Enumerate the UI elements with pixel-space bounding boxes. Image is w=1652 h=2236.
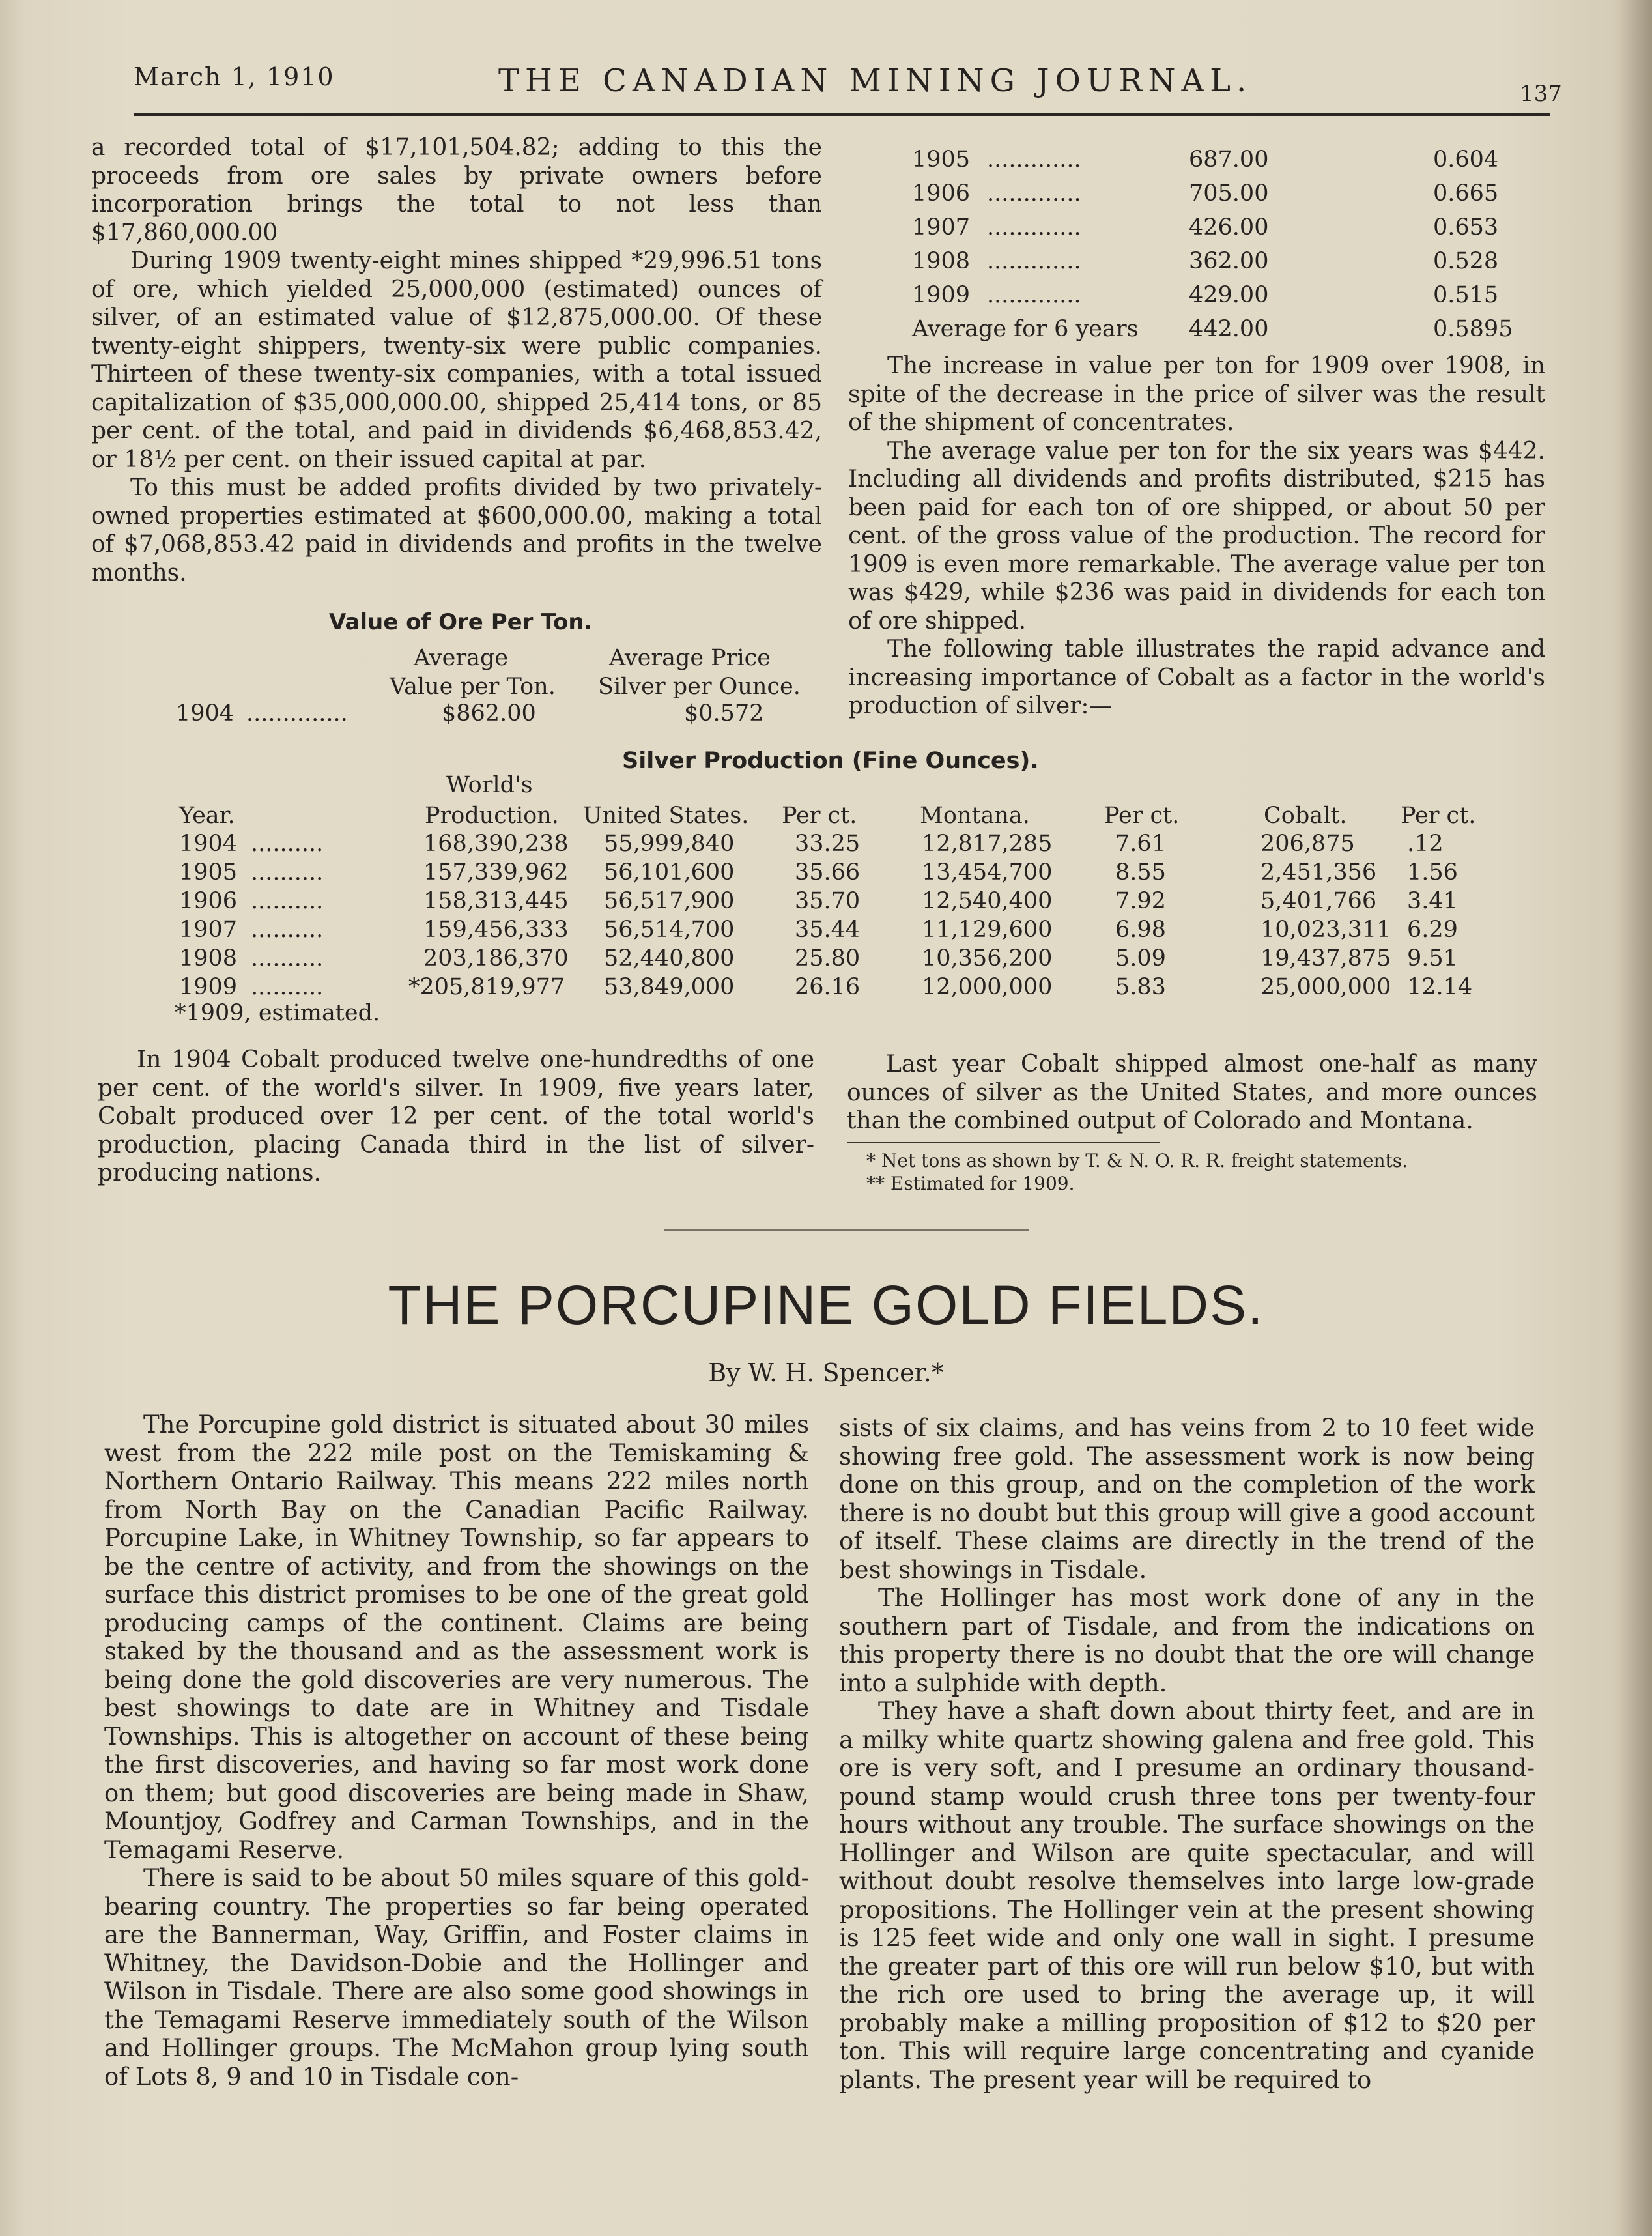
paragraph: The increase in value per ton for 1909 over 1908, in spite of the decrease in the price of silver was the result of the shipment of concentrates. — [848, 352, 1545, 436]
paragraph: The average value per ton for the six years was $442. Including all dividends and profits distributed, $215 has been paid for each ton of ore shipped, or about 50 per cent. of the gross value of the production. The record for 1909 is even more remarkable. The average value per ton was $429, while $236 was paid in dividends for each ton of ore shipped. — [848, 437, 1545, 635]
ore-table-row — [896, 282, 1547, 316]
cell-montana: 10,356,200 — [922, 945, 1053, 971]
cell-pct3: 1.56 — [1407, 859, 1458, 885]
paragraph: Last year Cobalt shipped almost one-half as many ounces of silver as the United States, and more ounces than the combined output of Colorado and Montana. — [847, 1051, 1537, 1134]
paragraph: During 1909 twenty-eight mines shipped *29,996.51 tons of ore, which yielded 25,000,000 (estimated) ounces of silver, of an estimated value of $12,875,000.00. Of these twenty-eight shippers, twenty-six were public companies. Thirteen of these twenty-six companies, with a total issued capitalization of $35,000,000.00, shipped 25,414 tons, or 85 per cent. of the total, and paid in dividends $6,468,853.42, or 18½ per cent. on their issued capital at par. — [91, 248, 822, 473]
cell-pct1: 33.25 — [795, 831, 861, 857]
header-year: Year. — [179, 803, 235, 829]
cell-us: 55,999,840 — [604, 831, 735, 857]
cell-montana: 12,000,000 — [922, 974, 1053, 1000]
ore-row-value: 429.00 — [1189, 282, 1269, 308]
leader-dots: .......... — [251, 945, 324, 971]
cell-pct3: 12.14 — [1407, 974, 1473, 1000]
cobalt-summary-right — [847, 1050, 1537, 1136]
cell-montana: 12,540,400 — [922, 888, 1053, 914]
ore-row-value: $862.00 — [442, 700, 536, 726]
ore-row-year: 1906 — [912, 180, 971, 207]
header-pct2: Per ct. — [1104, 803, 1180, 829]
binding-shadow — [1619, 0, 1652, 2236]
cell-year: 1908 — [179, 945, 238, 971]
cell-pct3: 9.51 — [1407, 945, 1458, 971]
cell-world: 203,186,370 — [423, 945, 569, 971]
cell-pct1: 26.16 — [795, 974, 861, 1000]
header-rule — [134, 113, 1550, 116]
cell-cobalt: 25,000,000 — [1260, 974, 1391, 1000]
header-world: Production. — [425, 803, 559, 829]
cell-world: 168,390,238 — [423, 831, 569, 857]
paragraph: There is said to be about 50 miles square of this gold-bearing country. The properties so far being operated are the Bannerman, Way, Griffin, and Foster claims in Whitney, the Davidson-Dobie and the Hollinger and Wilson in Tisdale. There are also some good showings in the Temagami Reserve immediately south of the Wilson and Hollinger groups. The McMahon group lying south of Lots 8, 9 and 10 in Tisdale con- — [104, 1864, 809, 2091]
paragraph: They have a shaft down about thirty feet, and are in a milky white quartz showing galena and free gold. This ore is very soft, and I presume an ordinary thousand-pound stamp would crush three tons per twenty-four hours without any trouble. The surface showings on the Hollinger and Wilson are quite spectacular, and will without doubt resolve themselves into large low-grade propositions. The Hollinger vein at the present showing is 125 feet wide and only one wall in sight. I presume the greater part of this ore will run below $10, but with the rich ore used to bring the average up, it will probably make a milling proposition of $12 to $20 per ton. This will require large concentrating and cyanide plants. The present year will be required to — [839, 1697, 1535, 2094]
cell-cobalt: 206,875 — [1260, 831, 1355, 857]
ore-row-value: 687.00 — [1189, 147, 1269, 173]
silver-table-row — [179, 917, 1502, 945]
ore-table-average-row — [896, 316, 1547, 350]
leader-dots: .......... — [251, 831, 324, 857]
ore-row-year: 1907 — [912, 214, 971, 240]
paragraph: sists of six claims, and has veins from 2 to 10 feet wide showing free gold. The assessment work is now being done on this group, and on the completion of the work there is no doubt but this group will give a good account of itself. These claims are directly in the trend of the best showings in Tisdale. — [839, 1414, 1535, 1584]
cell-world: *205,819,977 — [408, 974, 565, 1000]
leader-dots: ............. — [987, 180, 1081, 207]
leader-dots: .......... — [251, 888, 324, 914]
paragraph: The Hollinger has most work done of any in the southern part of Tisdale, and from the indications on this property there is no doubt that the ore will change into a sulphide with depth. — [839, 1584, 1535, 1697]
cell-cobalt: 2,451,356 — [1260, 859, 1377, 885]
ore-table-row — [896, 248, 1547, 282]
leader-dots: ............. — [987, 147, 1081, 173]
cobalt-summary-left — [98, 1046, 814, 1188]
ore-row-price: 0.515 — [1433, 282, 1499, 308]
cell-cobalt: 5,401,766 — [1260, 888, 1377, 914]
ore-value-table-title: Value of Ore Per Ton. — [329, 609, 593, 635]
paragraph: The Porcupine gold district is situated about 30 miles west from the 222 mile post on the Temiskaming & Northern Ontario Railway. This means 222 miles north from North Bay on the Canadian Pacific Railway. Porcupine Lake, in Whitney Township, so far appears to be the centre of activity, and from the showings on the surface this district promises to be one of the great gold producing camps of the continent. Claims are being staked by the thousand and as the assessment work is being done the gold discoveries are very numerous. The best showings to date are in Whitney and Tisdale Townships. This is altogether on account of these being the first discoveries, and having so far most work done on them; but good discoveries are being made in Shaw, Mountjoy, Godfrey and Carman Townships, and in the Temagami Reserve. — [104, 1411, 809, 1864]
header-pct3: Per ct. — [1401, 803, 1476, 829]
page-header — [134, 63, 1562, 121]
cell-year: 1905 — [179, 859, 238, 885]
leader-dots: ............. — [987, 282, 1081, 308]
cell-world: 158,313,445 — [423, 888, 569, 914]
section-separator — [664, 1229, 1029, 1231]
header-us: United States. — [583, 803, 749, 829]
ore-row-value: 705.00 — [1189, 180, 1269, 207]
cell-pct1: 35.66 — [795, 859, 861, 885]
issue-date: March 1, 1910 — [134, 63, 335, 91]
cell-year: 1909 — [179, 974, 238, 1000]
footnote: ** Estimated for 1909. — [866, 1173, 1075, 1194]
header-pct1: Per ct. — [782, 803, 857, 829]
cell-us: 56,101,600 — [604, 859, 735, 885]
leader-dots: .............. — [246, 700, 348, 726]
silver-table-row — [179, 831, 1502, 859]
cell-us: 53,849,000 — [604, 974, 735, 1000]
cell-year: 1907 — [179, 917, 238, 943]
article-title: THE PORCUPINE GOLD FIELDS. — [388, 1274, 1264, 1336]
header-cobalt: Cobalt. — [1264, 803, 1347, 829]
silver-table-title: Silver Production (Fine Ounces). — [622, 748, 1039, 774]
cell-year: 1904 — [179, 831, 238, 857]
cell-pct2: 8.55 — [1115, 859, 1166, 885]
ore-row-year: 1904 — [176, 700, 235, 726]
ore-row-price: 0.604 — [1433, 147, 1499, 173]
ore-row-value: 362.00 — [1189, 248, 1269, 274]
ore-row-price: 0.528 — [1433, 248, 1499, 274]
cell-montana: 13,454,700 — [922, 859, 1053, 885]
leader-dots: .......... — [251, 974, 324, 1000]
cell-pct2: 7.92 — [1115, 888, 1166, 914]
cell-pct1: 35.70 — [795, 888, 861, 914]
left-column-text — [91, 134, 822, 587]
silver-table-note: *1909, estimated. — [175, 1000, 380, 1026]
header-world-top: World's — [446, 772, 533, 798]
silver-table-row — [179, 945, 1502, 974]
cell-us: 56,514,700 — [604, 917, 735, 943]
cell-year: 1906 — [179, 888, 238, 914]
cell-cobalt: 10,023,311 — [1260, 917, 1391, 943]
ore-col1-header: Value per Ton. — [390, 674, 556, 700]
ore-col2-header: Silver per Ounce. — [598, 674, 801, 700]
cell-pct3: 6.29 — [1407, 917, 1458, 943]
leader-dots: .......... — [251, 859, 324, 885]
ore-table-row — [896, 180, 1547, 214]
cell-world: 157,339,962 — [423, 859, 569, 885]
cell-montana: 11,129,600 — [922, 917, 1053, 943]
cell-pct2: 7.61 — [1115, 831, 1166, 857]
ore-row-price: 0.653 — [1433, 214, 1499, 240]
right-column-text — [848, 352, 1545, 721]
cell-pct2: 5.09 — [1115, 945, 1166, 971]
ore-col2-header-top: Average Price — [609, 645, 771, 671]
ore-average-price: 0.5895 — [1433, 316, 1513, 342]
journal-title: THE CANADIAN MINING JOURNAL. — [498, 63, 1253, 99]
article-byline: By W. H. Spencer.* — [708, 1358, 944, 1387]
ore-average-label: Average for 6 years — [912, 316, 1139, 342]
header-montana: Montana. — [920, 803, 1030, 829]
cell-pct1: 25.80 — [795, 945, 861, 971]
paragraph: In 1904 Cobalt produced twelve one-hundredths of one per cent. of the world's silver. In 1909, five years later, Cobalt produced over 12 per cent. of the total world's production, placing Canada third in the list of silver-producing nations. — [98, 1046, 814, 1186]
leader-dots: ............. — [987, 248, 1081, 274]
paragraph: a recorded total of $17,101,504.82; adding to this the proceeds from ore sales by private owners before incorporation brings the total to not less than $17,860,000.00 — [91, 134, 822, 246]
article-right-column — [839, 1414, 1535, 2094]
ore-row-year: 1909 — [912, 282, 971, 308]
cell-montana: 12,817,285 — [922, 831, 1053, 857]
ore-row-price: 0.665 — [1433, 180, 1499, 207]
silver-table-row — [179, 974, 1502, 1003]
cell-us: 56,517,900 — [604, 888, 735, 914]
cell-pct2: 6.98 — [1115, 917, 1166, 943]
footnote-rule — [847, 1142, 1160, 1143]
paragraph: The following table illustrates the rapid advance and increasing importance of Cobalt as a factor in the world's production of silver:— — [848, 636, 1545, 719]
ore-row-price: $0.572 — [684, 700, 764, 726]
cell-us: 52,440,800 — [604, 945, 735, 971]
page-number: 137 — [1520, 81, 1562, 107]
silver-table-row — [179, 859, 1502, 888]
footnote: * Net tons as shown by T. & N. O. R. R. freight statements. — [866, 1150, 1408, 1171]
ore-average-value: 442.00 — [1189, 316, 1269, 342]
ore-col1-header-top: Average — [414, 645, 509, 671]
ore-table-row — [896, 214, 1547, 248]
ore-row-year: 1905 — [912, 147, 971, 173]
cell-world: 159,456,333 — [423, 917, 569, 943]
article-left-column — [104, 1411, 809, 2091]
leader-dots: .......... — [251, 917, 324, 943]
cell-pct3: 3.41 — [1407, 888, 1458, 914]
cell-pct3: .12 — [1407, 831, 1444, 857]
cell-pct2: 5.83 — [1115, 974, 1166, 1000]
paragraph: To this must be added profits divided by two privately-owned properties estimated at $600,000.00, making a total of $7,068,853.42 paid in dividends and profits in the twelve months. — [91, 474, 822, 586]
ore-row-value: 426.00 — [1189, 214, 1269, 240]
cell-pct1: 35.44 — [795, 917, 861, 943]
ore-table-row — [896, 147, 1547, 180]
silver-table-row — [179, 888, 1502, 917]
cell-cobalt: 19,437,875 — [1260, 945, 1391, 971]
leader-dots: ............. — [987, 214, 1081, 240]
ore-row-year: 1908 — [912, 248, 971, 274]
